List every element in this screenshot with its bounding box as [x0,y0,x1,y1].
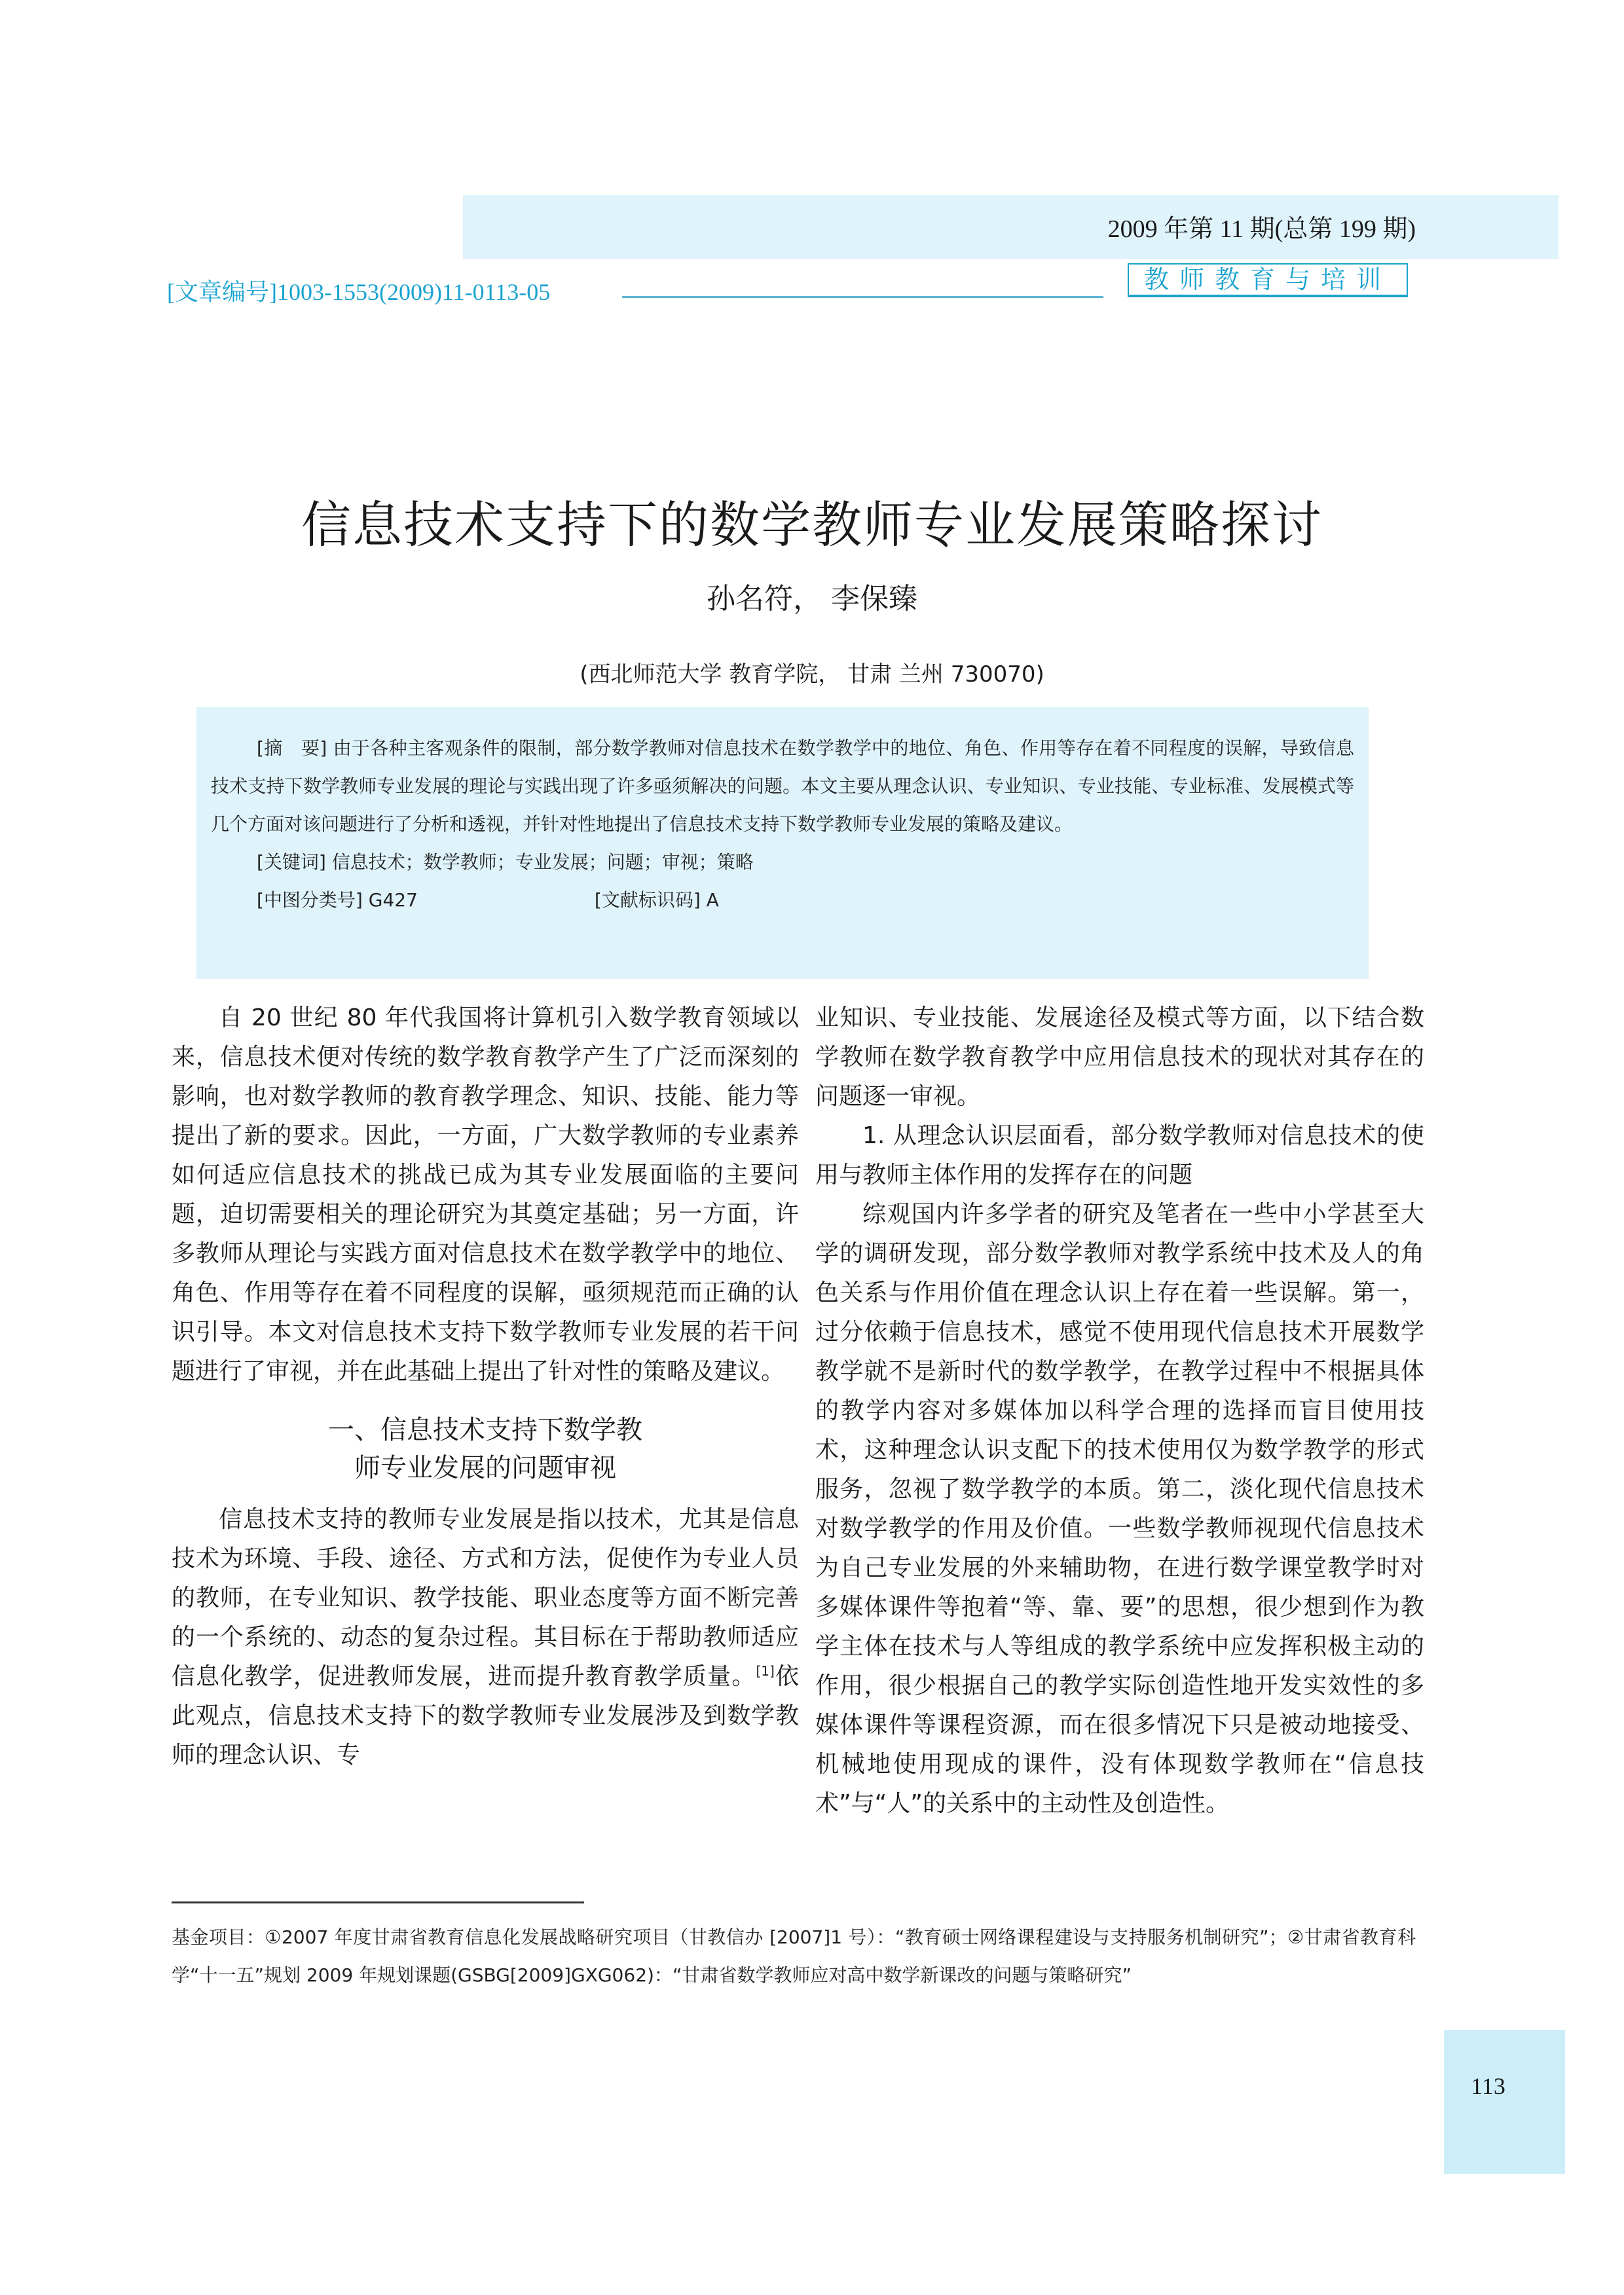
clc-label: [中图分类号] [257,889,363,911]
article-title: 信息技术支持下的数学教师专业发展策略探讨 [301,495,1323,554]
clc-value: G427 [368,889,418,911]
left-column [172,999,799,1775]
issue-info: 2009 年第 11 期(总第 199 期) [1107,215,1416,243]
doc-code-label: [文献标识码] [594,889,701,911]
footnote-rule [172,1901,584,1903]
section-heading [172,1411,799,1487]
citation-ref[interactable]: [1] [756,1663,775,1679]
classification-line [211,881,1354,919]
abstract-paragraph [211,729,1354,843]
keywords-text: 信息技术；数学教师；专业发展；问题；审视；策略 [331,851,754,873]
section-paragraph-continued: 依此观点，信息技术支持下的数学教师专业发展涉及到数学教师的理念认识、专 [172,1663,799,1769]
page-number: 113 [1471,2073,1505,2099]
subsection-paragraph: 综观国内许多学者的研究及笔者在一些中小学甚至大学的调研发现，部分数学教师对教学系统中技术及人的角色关系与作用价值在理念认识上存在着一些误解。第一，过分依赖于信息技术，感觉不使用现代信息技术开展数学教学就不是新时代的数学教学，在教学过程中不根据具体的教学内容对多媒体加以科学合理的选择而盲目使用技术，这种理念认识支配下的技术使用仅为数学教学的形式服务，忽视了数学教学的本质。第二，淡化现代信息技术对数学教学的作用及价值。一些数学教师视现代信息技术为自己专业发展的外来辅助物，在进行数学课堂教学时对多媒体课件等抱着“等、靠、要”的思想，很少想到作为教学主体在技术与人等组成的教学系统中应发挥积极主动的作用，很少根据自己的教学实际创造性地开发实效性的多媒体课件等课程资源，而在很多情况下只是被动地接受、机械地使用现成的课件，没有体现数学教师在“信息技术”与“人”的关系中的主动性及创造性。 [815,1201,1424,1817]
abstract-text: 由于各种主客观条件的限制，部分数学教师对信息技术在数学教学中的地位、角色、作用等存在着不同程度的误解，导致信息技术支持下数学教师专业发展的理论与实践出现了许多亟须解决的问题。本文主要从理念认识、专业知识、专业技能、专业标准、发展模式等几个方面对该问题进行了分析和透视，并针对性地提出了信息技术支持下数学教师专业发展的策略及建议。 [211,737,1354,835]
keywords-line [211,843,1354,881]
authors: 孙名符， 李保臻 [707,582,917,615]
subsection-heading: 1. 从理念认识层面看，部分数学教师对信息技术的使用与教师主体作用的发挥存在的问题 [815,1122,1424,1188]
section-heading-line2: 师专业发展的问题审视 [354,1453,616,1483]
page-number-box [1444,2030,1565,2174]
keywords-label: [关键词] [257,851,326,873]
column-label: 教师教育与培训 [1128,263,1408,297]
abstract-label: [摘 要] [257,737,327,759]
article-number: [文章编号]1003-1553(2009)11-0113-05 [167,279,551,305]
doc-code-value: A [706,889,719,911]
funding-footnote: 基金项目：①2007 年度甘肃省教育信息化发展战略研究项目（甘教信办 [2007]1 号）：“教育硕士网络课程建设与支持服务机制研究”；②甘肃省教育科学“十一五”规划 2009 年规划课题(GSBG[2009]GXG062)：“甘肃省数学教师应对高中数学新课改的问题与策略研究” [172,1926,1416,1986]
intro-paragraph: 自 20 世纪 80 年代我国将计算机引入数学教育领域以来，信息技术便对传统的数学教育教学产生了广泛而深刻的影响，也对数学教师的教育教学理念、知识、技能、能力等提出了新的要求。因此，一方面，广大数学教师的专业素养如何适应信息技术的挑战已成为其专业发展面临的主要问题，迫切需要相关的理论研究为其奠定基础；另一方面，许多教师从理论与实践方面对信息技术在数学教学中的地位、角色、作用等存在着不同程度的误解，亟须规范而正确的认识引导。本文对信息技术支持下数学教师专业发展的若干问题进行了审视，并在此基础上提出了针对性的策略及建议。 [172,1004,799,1385]
section-paragraph-text: 信息技术支持的教师专业发展是指以技术，尤其是信息技术为环境、手段、途径、方式和方法，促使作为专业人员的教师，在专业知识、教学技能、职业态度等方面不断完善的一个系统的、动态的复杂过程。其目标在于帮助教师适应信息化教学，促进教师发展，进而提升教育教学质量。 [172,1506,799,1690]
header-rule [622,296,1103,298]
right-column [815,999,1424,1824]
affiliation: (西北师范大学 教育学院， 甘肃 兰州 730070) [580,661,1044,688]
abstract-box [196,707,1369,979]
section-heading-line1: 一、信息技术支持下数学教 [328,1415,642,1445]
section-paragraph [172,1500,799,1775]
section-paragraph-continuation: 业知识、专业技能、发展途径及模式等方面，以下结合数学教师在数学教育教学中应用信息技术的现状对其存在的问题逐一审视。 [815,1004,1424,1110]
